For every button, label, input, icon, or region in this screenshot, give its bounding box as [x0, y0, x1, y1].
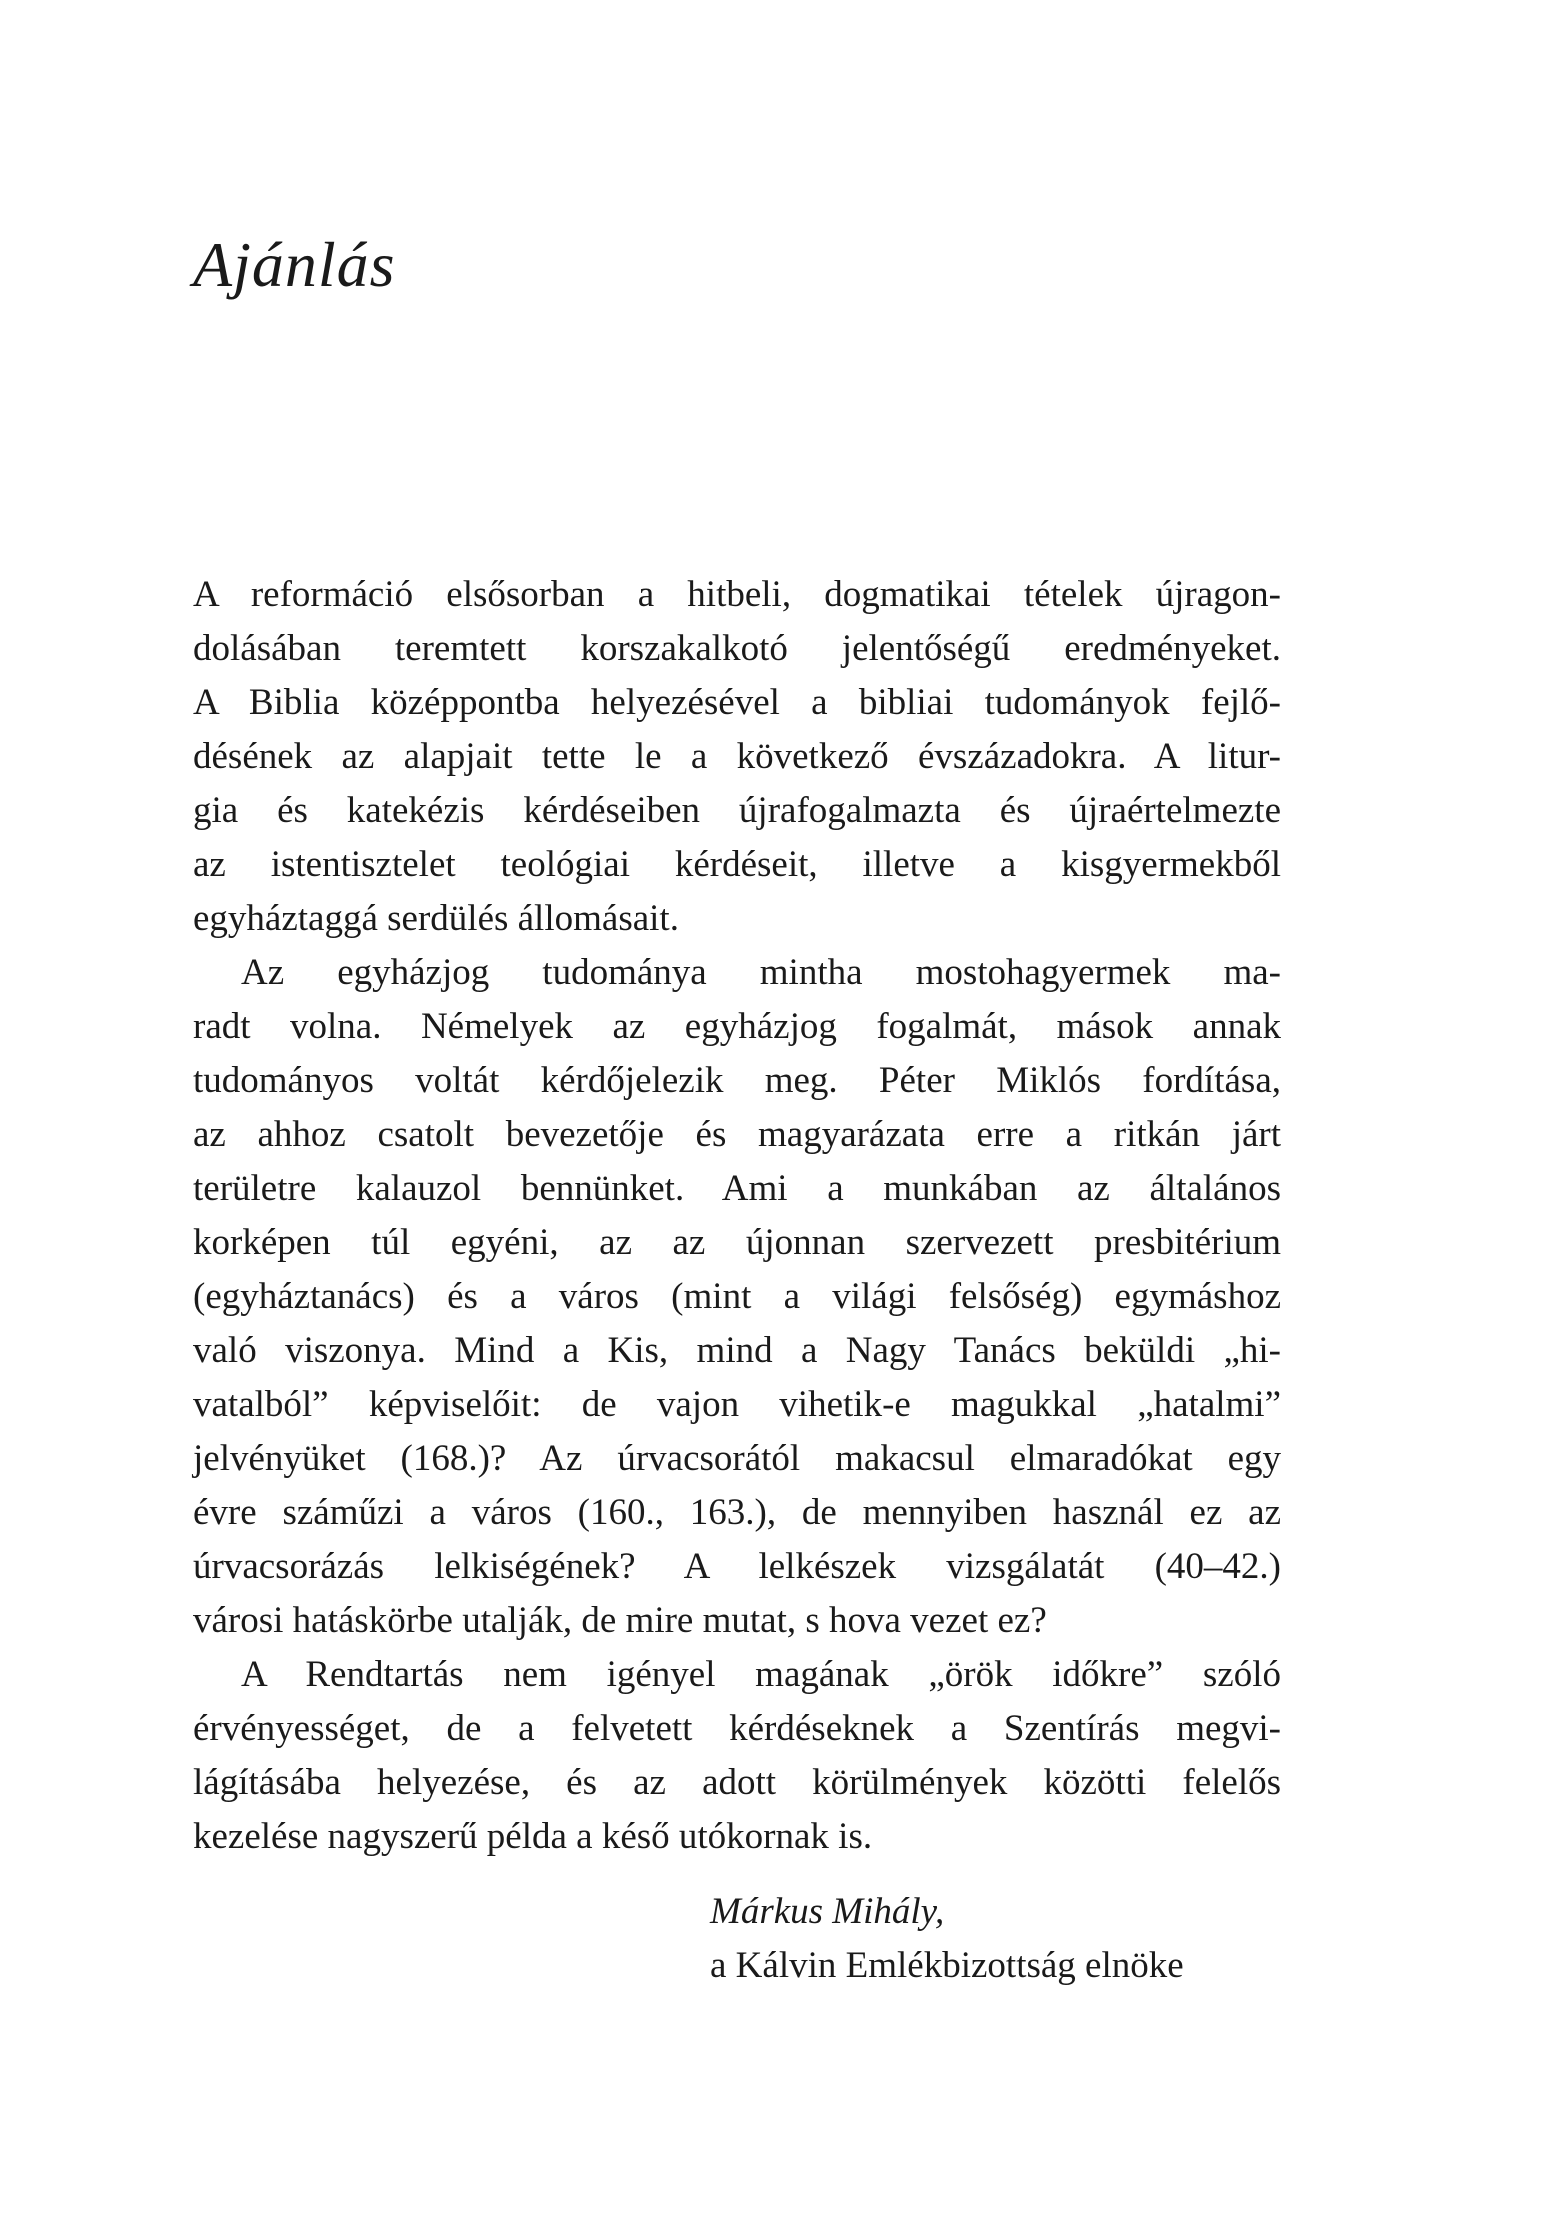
text-line: városi hatáskörbe utalják, de mire mutat, s hova vezet ez?	[193, 1600, 1047, 1641]
text-line: tudományos voltát kérdőjelezik meg. Péter Miklós fordítása,	[193, 1060, 1281, 1101]
text-line: évre száműzi a város (160., 163.), de mennyiben használ ez az	[193, 1492, 1281, 1533]
text-line: dolásában teremtett korszakalkotó jelentőségű eredményeket.	[193, 628, 1281, 669]
text-line: jelvényüket (168.)? Az úrvacsorától makacsul elmaradókat egy	[193, 1438, 1281, 1479]
text-line: radt volna. Némelyek az egyházjog fogalmát, mások annak	[193, 1006, 1281, 1047]
signature-name: Márkus Mihály,	[710, 1891, 945, 1932]
text-line: (egyháztanács) és a város (mint a világi felsőség) egymáshoz	[193, 1276, 1281, 1317]
paragraph-2	[193, 946, 1281, 1648]
text-line: egyháztaggá serdülés állomásait.	[193, 898, 679, 939]
paragraph-1	[193, 568, 1281, 946]
body-text	[193, 568, 1281, 1864]
text-line: való viszonya. Mind a Kis, mind a Nagy Tanács beküldi „hi-	[193, 1330, 1281, 1371]
text-line: vatalból” képviselőit: de vajon vihetik-e magukkal „hatalmi”	[193, 1384, 1281, 1425]
text-line: kezelése nagyszerű példa a késő utókornak is.	[193, 1816, 873, 1857]
paragraph-3	[193, 1648, 1281, 1864]
text-line: úrvacsorázás lelkiségének? A lelkészek vizsgálatát (40–42.)	[193, 1546, 1281, 1587]
text-line: gia és katekézis kérdéseiben újrafogalmazta és újraértelmezte	[193, 790, 1281, 831]
text-line: A reformáció elsősorban a hitbeli, dogmatikai tételek újragon-	[193, 574, 1281, 615]
signature-role: a Kálvin Emlékbizottság elnöke	[710, 1945, 1184, 1986]
text-line: az ahhoz csatolt bevezetője és magyarázata erre a ritkán járt	[193, 1114, 1281, 1155]
text-line: érvényességet, de a felvetett kérdéseknek a Szentírás megvi-	[193, 1708, 1281, 1749]
text-line: lágításába helyezése, és az adott körülmények közötti felelős	[193, 1762, 1281, 1803]
text-line: A Rendtartás nem igényel magának „örök időkre” szóló	[241, 1654, 1281, 1695]
text-line: désének az alapjait tette le a következő évszázadokra. A litur-	[193, 736, 1281, 777]
page-title: Ajánlás	[193, 229, 396, 300]
signature-block	[710, 1885, 1184, 1993]
text-line: területre kalauzol bennünket. Ami a munkában az általános	[193, 1168, 1281, 1209]
text-line: az istentisztelet teológiai kérdéseit, illetve a kisgyermekből	[193, 844, 1281, 885]
text-line: A Biblia középpontba helyezésével a bibliai tudományok fejlő-	[193, 682, 1281, 723]
text-line: korképen túl egyéni, az az újonnan szervezett presbitérium	[193, 1222, 1281, 1263]
text-line: Az egyházjog tudománya mintha mostohagyermek ma-	[241, 952, 1281, 993]
